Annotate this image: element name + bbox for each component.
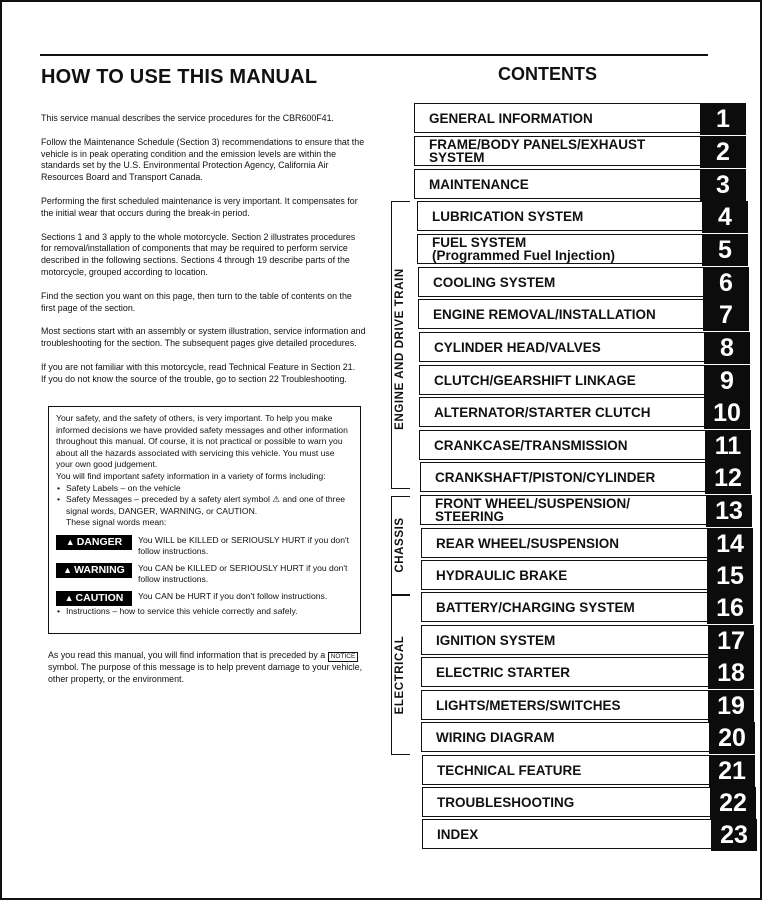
section-label: ENGINE REMOVAL/INSTALLATION bbox=[433, 307, 656, 322]
section-label: REAR WHEEL/SUSPENSION bbox=[436, 536, 620, 551]
section-number-tab[interactable]: 6 bbox=[703, 267, 749, 299]
section-label: CYLINDER HEAD/VALVES bbox=[434, 340, 601, 355]
section-label: CRANKSHAFT/PISTON/CYLINDER bbox=[435, 470, 656, 485]
electrical-group-label: ELECTRICAL bbox=[394, 635, 406, 715]
alert-triangle-icon: ▲ bbox=[65, 536, 75, 547]
section-number-tab[interactable]: 14 bbox=[707, 528, 753, 560]
section-label: HYDRAULIC BRAKE bbox=[436, 568, 568, 583]
section-label: LIGHTS/METERS/SWITCHES bbox=[436, 698, 621, 713]
notice-symbol: NOTICE bbox=[328, 652, 359, 662]
section-label: GENERAL INFORMATION bbox=[429, 111, 593, 126]
find-section-paragraph: Find the section you want on this page, then turn to the table of contents on the first page of the section. bbox=[41, 290, 352, 313]
section-number-tab[interactable]: 20 bbox=[709, 722, 755, 754]
danger-label: DANGER bbox=[76, 535, 123, 548]
break-in-paragraph: Performing the first scheduled maintenance is very important. It compensates for the initial wear that occurs during the break-in period. bbox=[41, 195, 358, 218]
section-number-tab[interactable]: 13 bbox=[706, 495, 752, 527]
section-number-tab[interactable]: 8 bbox=[704, 332, 750, 364]
section-label: COOLING SYSTEM bbox=[433, 275, 556, 290]
alert-triangle-icon: ⚠ bbox=[272, 494, 281, 505]
section-number-tab[interactable]: 2 bbox=[700, 136, 746, 168]
warning-label: WARNING bbox=[74, 563, 125, 576]
warning-row bbox=[56, 563, 353, 585]
notice-text-after: symbol. The purpose of this message is to help prevent damage to your vehicle, other property, or the environment. bbox=[48, 662, 363, 684]
section-number-tab[interactable]: 3 bbox=[700, 169, 746, 201]
section-label: IGNITION SYSTEM bbox=[436, 633, 556, 648]
section-number-tab[interactable]: 23 bbox=[711, 819, 757, 851]
section-number-tab[interactable]: 10 bbox=[704, 397, 750, 429]
safety-list bbox=[56, 483, 353, 518]
safety-messages-text-2: and one of three signal words, DANGER, WARNING, or CAUTION. bbox=[66, 494, 346, 516]
section-number-tab[interactable]: 22 bbox=[710, 787, 756, 819]
safety-messages-text: Safety Messages – preceded by a safety alert symbol bbox=[66, 494, 270, 505]
technical-feature-paragraph: If you are not familiar with this motorcycle, read Technical Feature in Section 21. bbox=[41, 361, 356, 372]
top-rule bbox=[40, 54, 708, 56]
caution-badge bbox=[56, 591, 132, 606]
section-structure-paragraph: Most sections start with an assembly or system illustration, service information and troubleshooting for the section. The subsequent pages give detailed procedures. bbox=[41, 326, 366, 349]
section-label: FUEL SYSTEM bbox=[432, 235, 527, 250]
section-label: MAINTENANCE bbox=[429, 177, 529, 192]
section-label: TECHNICAL FEATURE bbox=[437, 763, 582, 778]
safety-intro: Your safety, and the safety of others, is very important. To help you make informed decisions we have provided safety messages and other information throughout this manual. Of course, it is not practical or possible to warn you about all the hazards associated with servicing this vehicle. You must use your own good judgement. bbox=[56, 413, 348, 470]
safety-forms: You will find important safety information in a variety of forms including: bbox=[56, 470, 326, 481]
section-number-tab[interactable]: 4 bbox=[702, 201, 748, 233]
safety-box bbox=[48, 406, 361, 634]
instructions-item: • Instructions – how to service this vehicle correctly and safely. bbox=[66, 606, 353, 618]
signal-words-meaning: These signal words mean: bbox=[66, 517, 167, 528]
section-number-tab[interactable]: 12 bbox=[705, 462, 751, 494]
section-number-tab[interactable]: 1 bbox=[700, 103, 746, 135]
section-label: INDEX bbox=[437, 827, 479, 842]
warning-text: You CAN be KILLED or SERIOUSLY HURT if you don't follow instructions. bbox=[138, 562, 348, 584]
section-number-tab[interactable]: 16 bbox=[707, 592, 753, 624]
danger-badge bbox=[56, 535, 132, 550]
safety-messages-item bbox=[66, 494, 353, 517]
caution-label: CAUTION bbox=[75, 591, 124, 604]
caution-text: You CAN be HURT if you don't follow instructions. bbox=[138, 590, 328, 601]
section-label: BATTERY/CHARGING SYSTEM bbox=[436, 600, 635, 615]
section-number-tab[interactable]: 15 bbox=[707, 560, 753, 592]
safety-labels-item: • Safety Labels – on the vehicle bbox=[66, 483, 353, 495]
section-label-line2: (Programmed Fuel Injection) bbox=[432, 248, 616, 263]
alert-triangle-icon: ▲ bbox=[63, 564, 73, 575]
section-label: WIRING DIAGRAM bbox=[436, 730, 555, 745]
section-number-tab[interactable]: 11 bbox=[705, 430, 751, 462]
section-label-line2: STEERING bbox=[435, 509, 505, 524]
contents-title: CONTENTS bbox=[498, 64, 597, 84]
section-label: LUBRICATION SYSTEM bbox=[432, 209, 584, 224]
section-label: FRAME/BODY PANELS/EXHAUST bbox=[429, 137, 646, 152]
troubleshooting-paragraph: If you do not know the source of the trouble, go to section 22 Troubleshooting. bbox=[41, 373, 347, 384]
warning-badge bbox=[56, 563, 132, 578]
caution-row bbox=[56, 591, 353, 606]
section-label: TROUBLESHOOTING bbox=[437, 795, 575, 810]
alert-triangle-icon: ▲ bbox=[64, 592, 74, 603]
notice-paragraph bbox=[48, 650, 366, 686]
chassis-group-label: CHASSIS bbox=[394, 517, 406, 573]
section-label: ELECTRIC STARTER bbox=[436, 665, 570, 680]
danger-text: You WILL be KILLED or SERIOUSLY HURT if you don't follow instructions. bbox=[138, 534, 350, 556]
notice-text-before: As you read this manual, you will find information that is preceded by a bbox=[48, 650, 326, 660]
section-label-line2: SYSTEM bbox=[429, 150, 485, 165]
danger-row bbox=[56, 535, 353, 557]
maintenance-paragraph: Follow the Maintenance Schedule (Section 3) recommendations to ensure that the vehicle is in peak operating condition and the emission levels are within the standards set by the U.S. Environmental Protection Agency, California Air Resources Board and Transport Canada. bbox=[41, 136, 365, 183]
section-number-tab[interactable]: 5 bbox=[702, 234, 748, 266]
how-to-use-column bbox=[41, 66, 367, 398]
engine-group-label: ENGINE AND DRIVE TRAIN bbox=[394, 268, 406, 430]
instructions-list bbox=[56, 606, 353, 618]
sections-paragraph: Sections 1 and 3 apply to the whole motorcycle. Section 2 illustrates procedures for removal/installation of components that may be required to perform service described in the following sections. Sections 4 through 19 describe parts of the motorcycle, grouped according to location. bbox=[41, 231, 356, 277]
section-number-tab[interactable]: 17 bbox=[708, 625, 754, 657]
section-label: ALTERNATOR/STARTER CLUTCH bbox=[434, 405, 651, 420]
section-number-tab[interactable]: 9 bbox=[704, 365, 750, 397]
section-number-tab[interactable]: 18 bbox=[708, 657, 754, 689]
section-label: FRONT WHEEL/SUSPENSION/ bbox=[435, 496, 631, 511]
section-number-tab[interactable]: 19 bbox=[708, 690, 754, 722]
section-number-tab[interactable]: 7 bbox=[703, 299, 749, 331]
section-label: CRANKCASE/TRANSMISSION bbox=[434, 438, 628, 453]
section-label: CLUTCH/GEARSHIFT LINKAGE bbox=[434, 373, 636, 388]
how-to-use-title: HOW TO USE THIS MANUAL bbox=[41, 66, 318, 88]
section-number-tab[interactable]: 21 bbox=[709, 755, 755, 787]
intro-paragraph: This service manual describes the service procedures for the CBR600F41. bbox=[41, 113, 335, 123]
